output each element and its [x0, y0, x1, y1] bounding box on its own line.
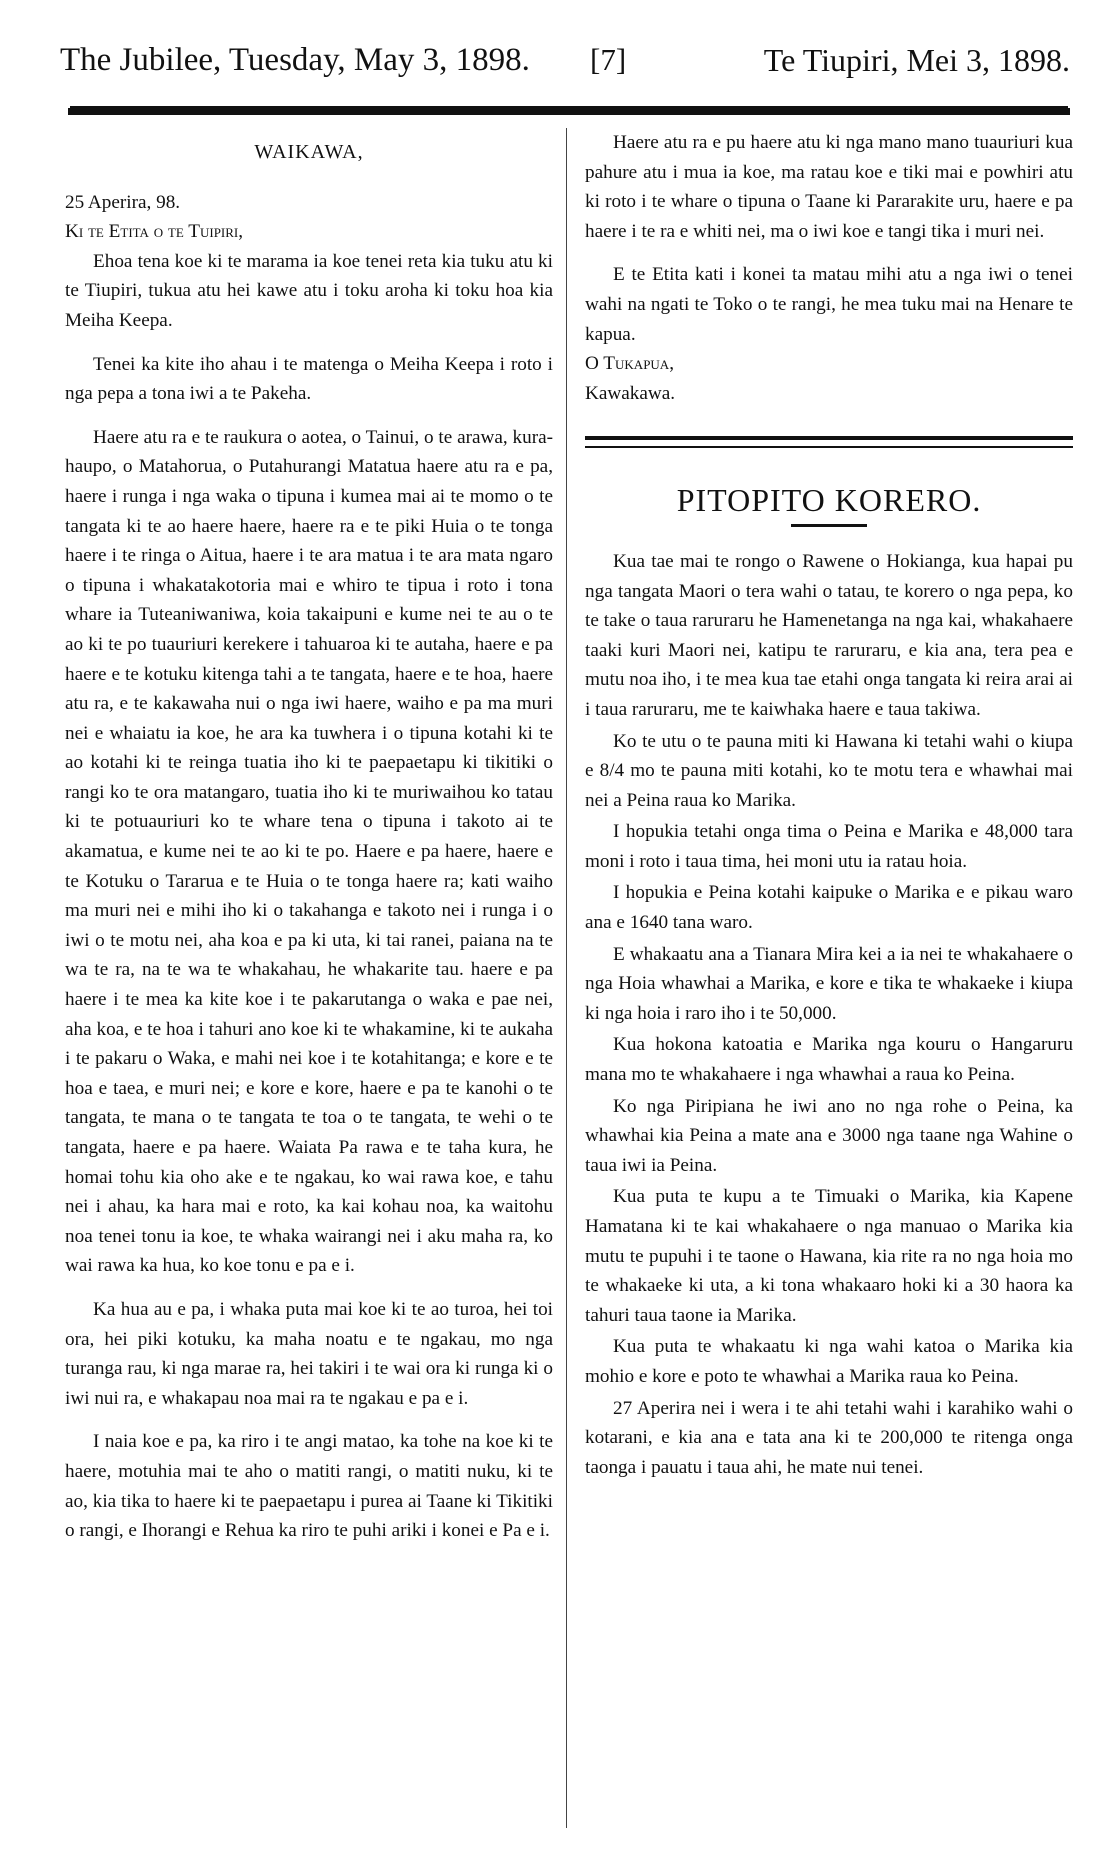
letter-paragraph: E te Etita kati i konei ta matau mihi atu a nga iwi o tenei wahi na ngati te Toko o te rangi, he mea tuku mai na Henare te kapua.: [585, 264, 1073, 345]
section-rule: [585, 436, 1073, 440]
news-item: Kua puta te kupu a te Timuaki o Marika, kia Kapene Hamatana ki te kai whakahaere o nga manuao o Marika kia mutu te pupuhi i te taone o Hawana, kia rite ra no nga hoia mo te whakaeke ki uta, a ki tona whakaaro hoki ki a 30 haora ka tahuri taua taone ia Marika.: [585, 1186, 1073, 1326]
news-item: I hopukia e Peina kotahi kaipuke o Marika e e pikau waro ana e 1640 tana waro.: [585, 882, 1073, 934]
letter-signature: O Tukapua,: [585, 353, 674, 375]
news-item: E whakaatu ana a Tianara Mira kei a ia nei te whakahaere o nga Hoia whawhai a Marika, e kore e tika te whakaeke i kiupa ki nga hoia i raro iho i te 50,000.: [585, 943, 1073, 1024]
letter-paragraph: Ehoa tena koe ki te marama ia koe tenei reta kia tuku atu ki te Tiupiri, tukua atu hei kawe atu i toku aroha ki toku hoa kia Meiha Keepa.: [65, 250, 553, 331]
title-underline: [791, 524, 867, 527]
header-left-title: The Jubilee, Tuesday, May 3, 1898.: [60, 42, 530, 78]
letter-paragraph: Haere atu ra e pu haere atu ki nga mano mano tuauriuri kua pahure atu i mua ia koe, ma ratau koe e tiki mai e powhiri atu ki roto i te whare o tipuna o Taane ki Pararakite uru, haere e pa haere i te ra e whiti nei, ma o iwi koe e tangi tika i muri nei.: [585, 132, 1073, 242]
letter-paragraph: Ka hua au e pa, i whaka puta mai koe ki te ao turoa, hei toi ora, hei piki kotuku, ka maha noatu e te ngakau, mo nga turanga rau, ki nga marae ra, hei takiri i te wai ora ki runga ki o iwi nui ra, e whakapau noa mai ra te ngakau e pa e i.: [65, 1298, 553, 1409]
letter-date: 25 Aperira, 98.: [65, 191, 181, 213]
letter-place: Kawakawa.: [585, 382, 676, 404]
letter-paragraph: Haere atu ra e te raukura o aotea, o Tainui, o te arawa, kura-haupo, o Matahorua, o Putahurangi Matatua haere atu ra e pa, haere i runga i nga waka o tipuna i kumea mai ai te momo o te tangata ki te ao haere haere, haere ra e te piki Huia o te tonga haere i te ringa o Aitua, haere i te ara matua i te ara mata ngaro o tipuna i whakatakotoria mai e whiro te tipua i roto i tona whare ia Tuteaniwaniwa, koia takaipuni e kume nei te au o te ao ki te po tuauriuri kerekere i tahuaroa ki te autaha, haere e pa haere e te kotuku kitenga tahi a te tangata, haere e te hoa, haere atu ra, e te kakawaha nui o nga iwi haere, waiho e pa ma muri nei e whaiatu ia koe, he ara ka tuwhera i o tipuna kotahi ki te ao kotahi ki te reinga tuatia iho ki te paepaetapu ki tikitiki o rangi ko te ora matangaro, tuatia iho ki te muriwaihou ko tatau ki te potuauriuri ko te whare tena o tipuna i takoto ai te akamatua, e kume nei te ao ki te po. Haere e pa haere, haere e te Kotuku o Tararua e te Huia o te tonga haere ra; kati waiho ma muri nei e mihi iho ki o takahanga e takoto nei i runga i o iwi o te motu nei, aha koa e pa ki uta, ki tai ranei, paiana na te wa te ra, na te wa te whakahau, he whakarite tau. haere e pa haere i te mea ka kite koe i te pakarutanga o waka e pae nei, aha koa, e te hoa i tahuri ano koe ki te whakamine, ki te aukaha i te pakaru o Waka, e mahi nei koe i te kotahitanga; e kore e te hoa e taea, e muri nei; e kore e kore, haere e pa te kanohi o te tangata, te mana o te tangata te toa o te tangata, te wehi o te tangata, haere e pa haere. Waiata Pa rawa e te taha kura, he homai tohu kia oho ake e te ngakau, ko wai rawa koe, e tahu nei i ahau, ka hara mai e roto, ka kai kohau noa, ka waitohu noa tenei tonu ia koe, te whaka wairangi nei i aku maha ra, ko wai rawa ka hua, ko koe tonu e pa e i.: [65, 426, 553, 1277]
page-number: [7]: [590, 42, 627, 77]
letter-paragraph: Tenei ka kite iho ahau i te matenga o Meiha Keepa i roto i nga pepa a tona iwi a te Pakeha.: [65, 353, 553, 405]
news-section-title: PITOPITO KORERO.: [676, 482, 982, 519]
letter-paragraph: I naia koe e pa, ka riro i te angi matao, ka tohe na koe ki te haere, motuhia mai te aho o matiti rangi, o matiti nuku, ki te ao, kia tika to haere ki te paepaetapu i purea ai Taane ki Tikitiki o rangi, e Ihorangi e Rehua ka riro te puhi ariki i konei e Pa e i.: [65, 1431, 553, 1542]
left-column: [65, 132, 553, 1546]
news-item: I hopukia tetahi onga tima o Peina e Marika e 48,000 tara moni i roto i taua tima, hei moni utu ia ratau hoia.: [585, 821, 1073, 872]
news-item: Kua tae mai te rongo o Rawene o Hokianga, kua hapai pu nga tangata Maori o tera wahi o tatau, te korero o nga pepa, ko te take o taua raruraru he Hamenetanga na nga kai, whakahaere taaki kuri Maori nei, katipu te raruraru, e kia ana, tera pea e mutu noa iho, i te mea kua tae etahi onga tangata ki reira arai ai i taua raruraru, me te kaiwhaka haere e taua takiwa.: [585, 550, 1073, 720]
letter-salutation: Ki te Etita o te Tuipiri,: [65, 221, 244, 243]
news-item: Kua puta te whakaatu ki nga wahi katoa o Marika kia mohio e kore e poto te whawhai a Marika raua ko Peina.: [585, 1336, 1073, 1387]
news-item: 27 Aperira nei i wera i te ahi tetahi wahi i karahiko wahi o kotarani, e kia ana e tata ana ki te 200,000 te ritenga onga taonga i pauatu i taua ahi, he mate nui tenei.: [585, 1397, 1073, 1478]
news-item: Ko te utu o te pauna miti ki Hawana ki tetahi wahi o kiupa e 8/4 mo te pauna miti kotahi, ko te motu tera e whawhai mai nei a Peina raua ko Marika.: [585, 730, 1073, 811]
right-column: [585, 128, 1073, 1484]
section-rule-thin: [585, 446, 1073, 448]
news-items: [585, 547, 1073, 1482]
news-item: Ko nga Piripiana he iwi ano no nga rohe o Peina, ka whawhai kia Peina a mate ana e 3000 nga taane nga Wahine o taua iwi ia Peina.: [585, 1095, 1073, 1176]
header-rule: [68, 108, 1070, 115]
letter-place-title: WAIKAWA,: [254, 141, 364, 163]
news-item: Kua hokona katoatia e Marika nga kouru o Hangaruru mana mo te whakahaere i nga whawhai a raua ko Peina.: [585, 1034, 1073, 1086]
page-header: [60, 42, 1070, 92]
column-divider: [566, 128, 567, 1828]
header-right-title: Te Tiupiri, Mei 3, 1898.: [763, 42, 1070, 78]
